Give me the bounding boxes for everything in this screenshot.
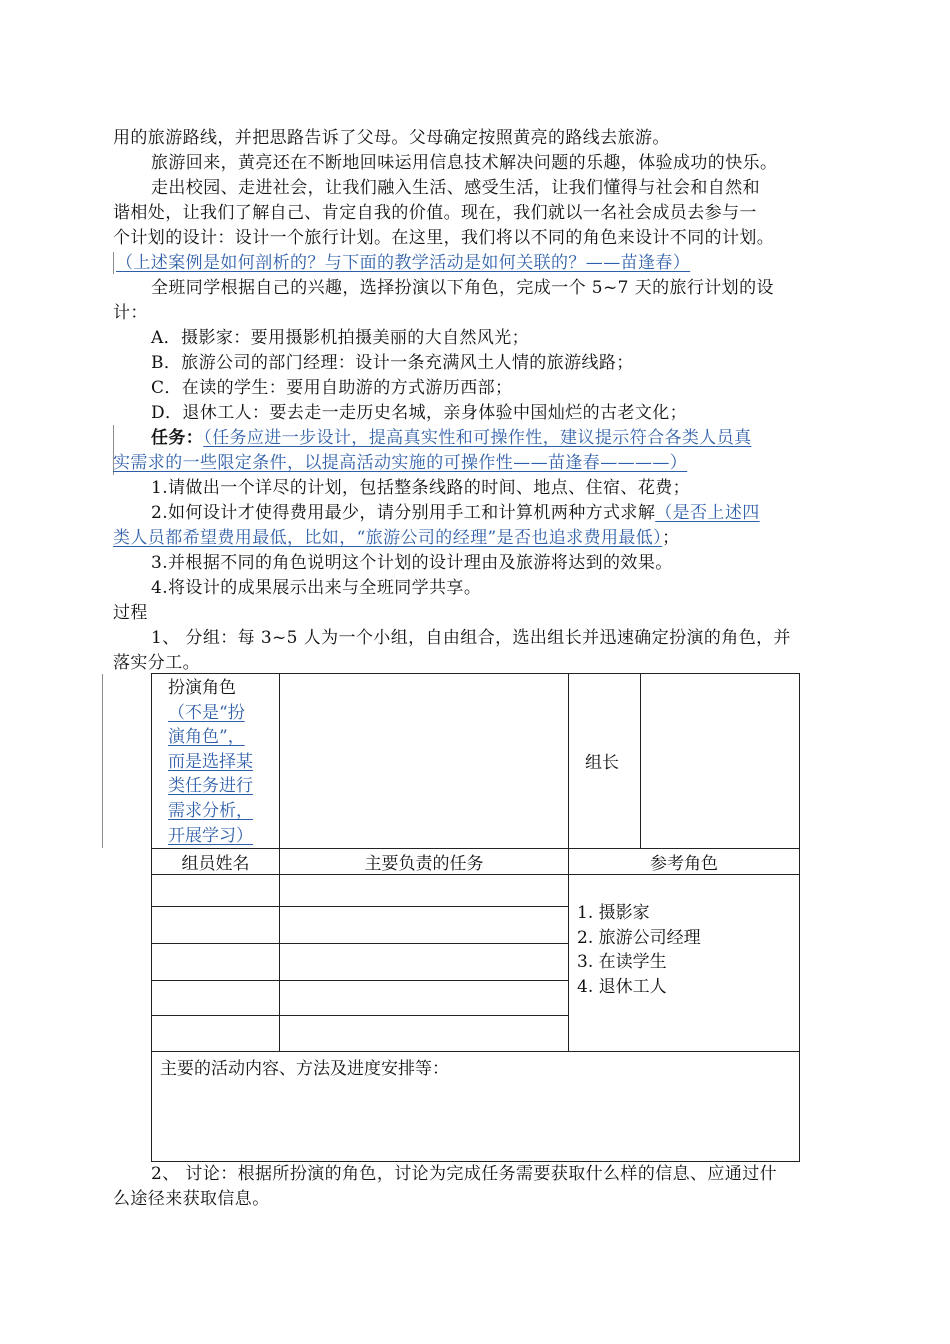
activities-label: 主要的活动内容、方法及进度安排等： <box>160 1059 449 1080</box>
role-option: D．退休工人：要去走一走历史名城，亲身体验中国灿烂的古老文化； <box>151 403 688 423</box>
paragraph-line: 2、 讨论：根据所扮演的角色，讨论为完成任务需要获取什么样的信息、应通过什 <box>151 1164 778 1184</box>
paragraph-line: 计： <box>113 303 148 323</box>
task-label: 任务： <box>151 428 204 448</box>
member-name-header: 组员姓名 <box>152 849 280 875</box>
member-task-cell[interactable] <box>280 981 569 1016</box>
paragraph-line: 谐相处，让我们了解自己、肯定自我的价值。现在，我们就以一名社会成员去参与一 <box>113 203 757 223</box>
reference-role-item: 1. 摄影家 <box>577 903 650 924</box>
reference-role-item: 3. 在读学生 <box>577 952 667 973</box>
role-cell <box>152 674 280 849</box>
paragraph-line: 用的旅游路线，并把思路告诉了父母。父母确定按照黄亮的路线去旅游。 <box>113 128 670 148</box>
member-name-cell[interactable] <box>152 981 280 1016</box>
role-value-cell[interactable] <box>280 674 569 849</box>
comment-margin-bar <box>113 252 114 274</box>
role-option: A．摄影家：要用摄影机拍摄美丽的大自然风光； <box>151 328 530 348</box>
reference-role-header: 参考角色 <box>569 849 800 875</box>
member-name-cell[interactable] <box>152 1016 280 1052</box>
task-item: 4.将设计的成果展示出来与全班同学共享。 <box>151 578 482 598</box>
member-task-cell[interactable] <box>280 875 569 907</box>
process-heading: 过程 <box>113 603 148 623</box>
reviewer-comment: （任务应进一步设计，提高真实性和可操作性，建议提示符合各类人员真 <box>203 428 752 448</box>
leader-label-cell <box>569 674 641 849</box>
role-option: B．旅游公司的部门经理：设计一条充满风土人情的旅游线路； <box>151 353 634 373</box>
reference-role-item: 2. 旅游公司经理 <box>577 927 701 948</box>
role-comment-line: 开展学习） <box>168 825 253 846</box>
reference-roles-cell <box>569 875 800 1052</box>
paragraph-line: 落实分工。 <box>113 653 200 673</box>
group-assignment-table <box>151 673 800 1162</box>
reviewer-comment: （上述案例是如何剖析的？与下面的教学活动是如何关联的？——苗逢春） <box>116 253 691 273</box>
member-name-cell[interactable] <box>152 875 280 907</box>
leader-label: 组长 <box>585 753 619 773</box>
comment-margin-bar <box>102 674 103 848</box>
activities-cell[interactable] <box>152 1052 800 1162</box>
role-comment-line: 需求分析， <box>168 800 253 821</box>
role-comment-line: 类任务进行 <box>168 776 253 797</box>
task-item-tail: ； <box>662 528 680 548</box>
reviewer-comment: （是否上述四 <box>655 503 760 523</box>
task-item: 3.并根据不同的角色说明这个计划的设计理由及旅游将达到的效果。 <box>151 553 673 573</box>
role-comment-line: （不是“扮 <box>168 702 245 723</box>
task-header: 主要负责的任务 <box>280 849 569 875</box>
task-heading-line <box>151 426 843 450</box>
role-label: 扮演角色 <box>168 678 236 698</box>
reference-role-item: 4. 退休工人 <box>577 976 667 997</box>
leader-value-cell[interactable] <box>641 674 800 849</box>
task-item: 1.请做出一个详尽的计划，包括整条线路的时间、地点、住宿、花费； <box>151 478 691 498</box>
member-name-cell[interactable] <box>152 907 280 944</box>
role-option: C．在读的学生：要用自助游的方式游历西部； <box>151 378 513 398</box>
role-comment-line: 演角色”， <box>168 727 245 748</box>
task-item-continued <box>113 526 843 550</box>
task-item <box>151 501 843 525</box>
paragraph-line: 1、 分组：每 3~5 人为一个小组，自由组合，选出组长并迅速确定扮演的角色，并 <box>151 628 791 648</box>
reviewer-comment: 实需求的一些限定条件，以提高活动实施的可操作性——苗逢春————） <box>113 453 688 473</box>
paragraph-line: 全班同学根据自己的兴趣，选择扮演以下角色，完成一个 5~7 天的旅行计划的设 <box>151 278 774 298</box>
member-task-cell[interactable] <box>280 944 569 981</box>
role-comment-line: 而是选择某 <box>168 751 253 772</box>
member-task-cell[interactable] <box>280 907 569 944</box>
member-name-cell[interactable] <box>152 944 280 981</box>
paragraph-line: 走出校园、走进社会，让我们融入生活、感受生活，让我们懂得与社会和自然和 <box>151 178 760 198</box>
paragraph-line: 旅游回来，黄亮还在不断地回味运用信息技术解决问题的乐趣，体验成功的快乐。 <box>151 153 778 173</box>
member-task-cell[interactable] <box>280 1016 569 1052</box>
paragraph-line: 个计划的设计：设计一个旅行计划。在这里，我们将以不同的角色来设计不同的计划。 <box>113 228 775 248</box>
task-item-text: 2.如何设计才使得费用最少，请分别用手工和计算机两种方式求解 <box>151 503 656 523</box>
reviewer-comment: 类人员都希望费用最低，比如，“旅游公司的经理”是否也追求费用最低） <box>113 528 663 548</box>
paragraph-line: 么途径来获取信息。 <box>113 1189 270 1209</box>
